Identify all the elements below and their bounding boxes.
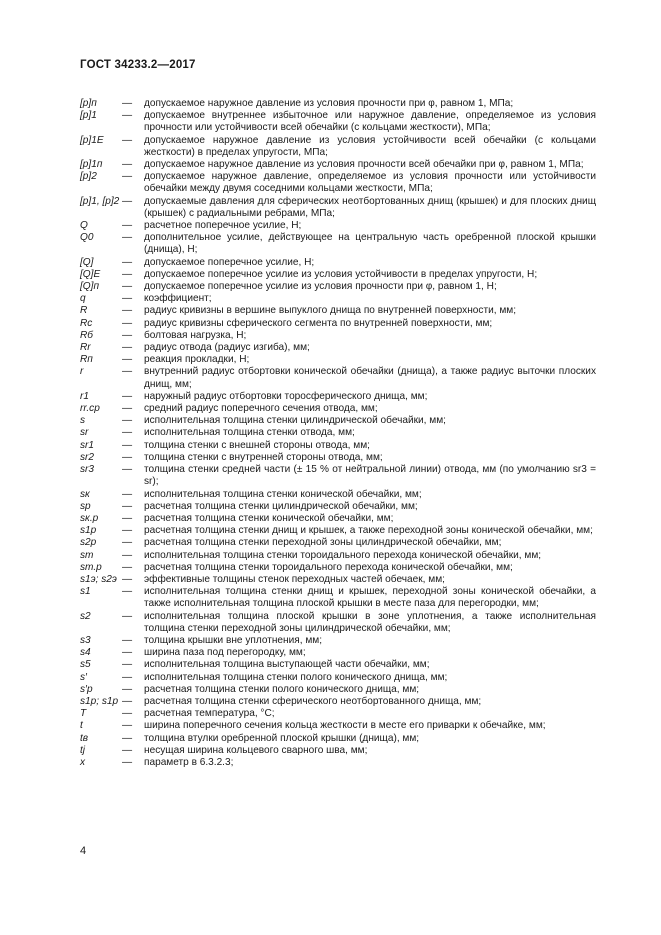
definition-dash: —: [122, 659, 133, 671]
definition-dash: —: [122, 537, 133, 549]
definition-symbol: x: [80, 756, 86, 768]
definition-text: параметр в 6.3.2.3;: [144, 756, 234, 768]
definition-symbol: sr1: [80, 439, 95, 451]
definition-dash: —: [122, 98, 133, 109]
definition-symbol: s2p: [80, 537, 97, 549]
definition-symbol: t: [80, 720, 83, 732]
definition-text: исполнительная толщина стенки отвода, мм;: [144, 427, 355, 439]
definition-text: исполнительная толщина стенки цилиндрической обечайки, мм;: [144, 415, 446, 427]
definition-dash: —: [122, 354, 133, 366]
definition-dash: —: [122, 720, 133, 732]
definition-row: [80, 720, 596, 732]
definition-text: толщина стенки с внутренней стороны отвода, мм;: [144, 451, 383, 463]
definition-row: [80, 171, 596, 195]
definition-dash: —: [122, 573, 133, 585]
definition-symbol: Q0: [80, 232, 94, 244]
definition-row: [80, 318, 596, 330]
definition-symbol: [Q]п: [80, 281, 100, 293]
definition-row: [80, 403, 596, 415]
definition-text: допускаемые давления для сферических неотбортованных днищ (крышек) и для плоских днищ (крышек) с радиальными ребрами, МПа;: [144, 195, 596, 219]
definition-symbol: s5: [80, 659, 91, 671]
definition-row: [80, 696, 596, 708]
definition-dash: —: [122, 171, 133, 183]
definition-dash: —: [122, 159, 133, 171]
definition-text: допускаемое наружное давление, определяемое из условия прочности или устойчивости обечайки между двумя соседними кольцами жесткости, МПа;: [144, 171, 596, 195]
definition-symbol: Rб: [80, 329, 93, 341]
definition-dash: —: [122, 427, 133, 439]
definition-row: [80, 232, 596, 256]
definition-row: [80, 427, 596, 439]
definition-text: расчетная толщина стенки переходной зоны цилиндрической обечайки, мм;: [144, 537, 502, 549]
definition-text: расчетное поперечное усилие, Н;: [144, 220, 302, 232]
definition-dash: —: [122, 232, 133, 244]
definition-dash: —: [122, 525, 133, 537]
definition-symbol: s1: [80, 586, 91, 598]
definition-row: [80, 110, 596, 134]
definition-dash: —: [122, 268, 133, 280]
definition-text: эффективные толщины стенок переходных частей обечаек, мм;: [144, 573, 445, 585]
definition-dash: —: [122, 671, 133, 683]
definition-text: коэффициент;: [144, 293, 212, 305]
definition-row: [80, 672, 596, 684]
definition-row: [80, 330, 596, 342]
definition-symbol: s1p: [80, 525, 97, 537]
definition-row: [80, 574, 596, 586]
definition-dash: —: [122, 708, 133, 720]
definition-text: допускаемое наружное давление из условия прочности при φ, равном 1, МПа;: [144, 98, 514, 109]
definition-dash: —: [122, 586, 133, 598]
definition-dash: —: [122, 293, 133, 305]
definition-symbol: [p]1п: [80, 159, 103, 171]
definition-row: [80, 220, 596, 232]
definition-dash: —: [122, 512, 133, 524]
definition-text: допускаемое поперечное усилие из условия прочности при φ, равном 1, Н;: [144, 281, 497, 293]
definition-row: [80, 98, 596, 110]
definition-dash: —: [122, 756, 133, 768]
definition-row: [80, 391, 596, 403]
definition-text: расчетная толщина стенки конической обечайки, мм;: [144, 512, 394, 524]
definition-row: [80, 196, 596, 220]
definition-symbol: Q: [80, 220, 88, 232]
definition-dash: —: [122, 110, 133, 122]
definition-text: расчетная толщина стенки тороидального перехода конической обечайки, мм;: [144, 561, 513, 573]
definition-row: [80, 611, 596, 635]
definition-symbol: s′p: [80, 683, 93, 695]
definition-dash: —: [122, 342, 133, 354]
definition-symbol: Rп: [80, 354, 93, 366]
definition-symbol: sт.р: [80, 561, 102, 573]
definition-dash: —: [122, 561, 133, 573]
definition-row: [80, 159, 596, 171]
definition-symbol: [p]1E: [80, 134, 104, 146]
definition-dash: —: [122, 610, 133, 622]
definition-text: радиус кривизны сферического сегмента по внутренней поверхности, мм;: [144, 317, 493, 329]
definition-text: исполнительная толщина стенки полого конического днища, мм;: [144, 671, 448, 683]
definition-dash: —: [122, 451, 133, 463]
definition-text: допускаемое наружное давление из условия устойчивости всей обечайки (с кольцами жесткости) в пределах упругости, МПа;: [144, 134, 596, 158]
definition-symbol: sr3: [80, 464, 95, 476]
definition-symbol: Rc: [80, 317, 93, 329]
definition-row: [80, 684, 596, 696]
definition-dash: —: [122, 281, 133, 293]
definition-row: [80, 342, 596, 354]
definition-text: средний радиус поперечного сечения отвода, мм;: [144, 403, 378, 415]
definition-row: [80, 733, 596, 745]
definition-text: допускаемое поперечное усилие, Н;: [144, 256, 315, 268]
definitions-list: [80, 98, 596, 769]
definition-dash: —: [122, 195, 133, 207]
definition-symbol: s2: [80, 610, 91, 622]
definition-row: [80, 366, 596, 390]
definition-symbol: sк: [80, 488, 90, 500]
definition-dash: —: [122, 403, 133, 415]
definition-text: внутренний радиус отбортовки конической обечайки (днища), а также радиус выточки плоских днищ, мм;: [144, 366, 596, 390]
definition-row: [80, 464, 596, 488]
definition-row: [80, 757, 596, 769]
definition-text: расчетная толщина стенки днищ и крышек, а также переходной зоны конической обечайки, мм;: [144, 525, 593, 537]
definition-text: ширина паза под перегородку, мм;: [144, 647, 306, 659]
definition-row: [80, 537, 596, 549]
definition-text: толщина стенки с внешней стороны отвода, мм;: [144, 439, 370, 451]
definition-row: [80, 525, 596, 537]
definition-symbol: sт: [80, 549, 94, 561]
definition-dash: —: [122, 329, 133, 341]
definition-dash: —: [122, 647, 133, 659]
definition-dash: —: [122, 549, 133, 561]
definition-symbol: r: [80, 366, 84, 378]
definition-symbol: tj: [80, 744, 86, 756]
definition-row: [80, 513, 596, 525]
definition-text: болтовая нагрузка, Н;: [144, 329, 247, 341]
definition-text: толщина крышки вне уплотнения, мм;: [144, 634, 323, 646]
definition-text: ширина поперечного сечения кольца жесткости в месте его приварки к обечайке, мм;: [144, 720, 546, 732]
definition-row: [80, 635, 596, 647]
definition-text: дополнительное усилие, действующее на центральную часть оребренной плоской крышки (днища), Н;: [144, 232, 596, 256]
definition-row: [80, 745, 596, 757]
definition-dash: —: [122, 500, 133, 512]
definition-row: [80, 501, 596, 513]
definition-symbol: [Q]: [80, 256, 94, 268]
definition-symbol: [p]1: [80, 110, 97, 122]
definition-symbol: [p]2: [80, 171, 97, 183]
definition-symbol: s3: [80, 634, 91, 646]
definition-dash: —: [122, 134, 133, 146]
definition-dash: —: [122, 415, 133, 427]
definition-dash: —: [122, 464, 133, 476]
document-header: ГОСТ 34233.2—2017: [80, 59, 196, 71]
definition-row: [80, 305, 596, 317]
definition-dash: —: [122, 390, 133, 402]
definition-text: расчетная толщина стенки полого конического днища, мм;: [144, 683, 420, 695]
definition-symbol: s′: [80, 671, 87, 683]
definition-text: исполнительная толщина плоской крышки в зоне уплотнения, а также исполнительная толщина стенки переходной зоны цилиндрической обечайки, мм;: [144, 610, 596, 634]
definition-symbol: [p]п: [80, 98, 97, 109]
definition-symbol: sr2: [80, 451, 95, 463]
definition-symbol: sк.р: [80, 512, 99, 524]
definition-symbol: sr: [80, 427, 89, 439]
definition-symbol: Rr: [80, 342, 91, 354]
definition-text: толщина втулки оребренной плоской крышки (днища), мм;: [144, 732, 420, 744]
definition-text: радиус кривизны в вершине выпуклого днища по внутренней поверхности, мм;: [144, 305, 517, 317]
definition-symbol: s1p; s1p: [80, 695, 119, 707]
definition-dash: —: [122, 695, 133, 707]
definition-row: [80, 647, 596, 659]
definition-dash: —: [122, 220, 133, 232]
definition-text: расчетная толщина стенки цилиндрической обечайки, мм;: [144, 500, 418, 512]
definition-symbol: s: [80, 415, 86, 427]
definition-text: несущая ширина кольцевого сварного шва, мм;: [144, 744, 368, 756]
page-number: 4: [80, 845, 87, 857]
definition-dash: —: [122, 256, 133, 268]
definition-dash: —: [122, 732, 133, 744]
definition-row: [80, 452, 596, 464]
definition-symbol: tв: [80, 732, 89, 744]
definition-row: [80, 659, 596, 671]
definition-symbol: [Q]E: [80, 268, 101, 280]
definition-dash: —: [122, 683, 133, 695]
definition-row: [80, 281, 596, 293]
definition-text: исполнительная толщина стенки тороидального перехода конической обечайки, мм;: [144, 549, 542, 561]
definition-text: исполнительная толщина стенки конической обечайки, мм;: [144, 488, 422, 500]
definition-text: толщина стенки средней части (± 15 % от нейтральной линии) отвода, мм (по умолчанию sr3 = sr);: [144, 464, 596, 488]
definition-row: [80, 354, 596, 366]
definition-row: [80, 269, 596, 281]
definition-symbol: sp: [80, 500, 91, 512]
definition-dash: —: [122, 366, 133, 378]
definition-row: [80, 489, 596, 501]
definition-text: допускаемое внутреннее избыточное или наружное давление, определяемое из условия прочности или устойчивости всей обечайки (с кольцами жесткости), МПа;: [144, 110, 596, 134]
definition-row: [80, 586, 596, 610]
definition-text: радиус отвода (радиус изгиба), мм;: [144, 342, 310, 354]
definition-symbol: rr.ср: [80, 403, 100, 415]
definition-row: [80, 135, 596, 159]
definition-dash: —: [122, 305, 133, 317]
definition-row: [80, 562, 596, 574]
definition-row: [80, 293, 596, 305]
definition-text: расчетная температура, °С;: [144, 708, 275, 720]
definition-row: [80, 415, 596, 427]
definition-symbol: [p]1, [p]2: [80, 195, 120, 207]
definition-symbol: T: [80, 708, 87, 720]
definition-symbol: q: [80, 293, 86, 305]
definition-dash: —: [122, 317, 133, 329]
definition-symbol: R: [80, 305, 88, 317]
definition-dash: —: [122, 439, 133, 451]
definition-row: [80, 550, 596, 562]
definition-text: исполнительная толщина стенки днищ и крышек, переходной зоны конической обечайки, а также исполнительная толщина плоской крышки в месте паза для перегородки, мм;: [144, 586, 596, 610]
definition-symbol: s1э; s2э: [80, 573, 117, 585]
definition-dash: —: [122, 744, 133, 756]
definition-text: наружный радиус отбортовки торосферического днища, мм;: [144, 390, 428, 402]
definition-text: исполнительная толщина выступающей части обечайки, мм;: [144, 659, 430, 671]
definition-text: расчетная толщина стенки сферического неотбортованного днища, мм;: [144, 695, 482, 707]
definition-symbol: r1: [80, 390, 89, 402]
definition-row: [80, 708, 596, 720]
definition-text: реакция прокладки, Н;: [144, 354, 250, 366]
definition-text: допускаемое поперечное усилие из условия устойчивости в пределах упругости, Н;: [144, 268, 538, 280]
definition-dash: —: [122, 488, 133, 500]
definition-row: [80, 257, 596, 269]
definition-row: [80, 440, 596, 452]
definition-dash: —: [122, 634, 133, 646]
definition-symbol: s4: [80, 647, 91, 659]
definition-text: допускаемое наружное давление из условия прочности всей обечайки при φ, равном 1, МПа;: [144, 159, 584, 171]
